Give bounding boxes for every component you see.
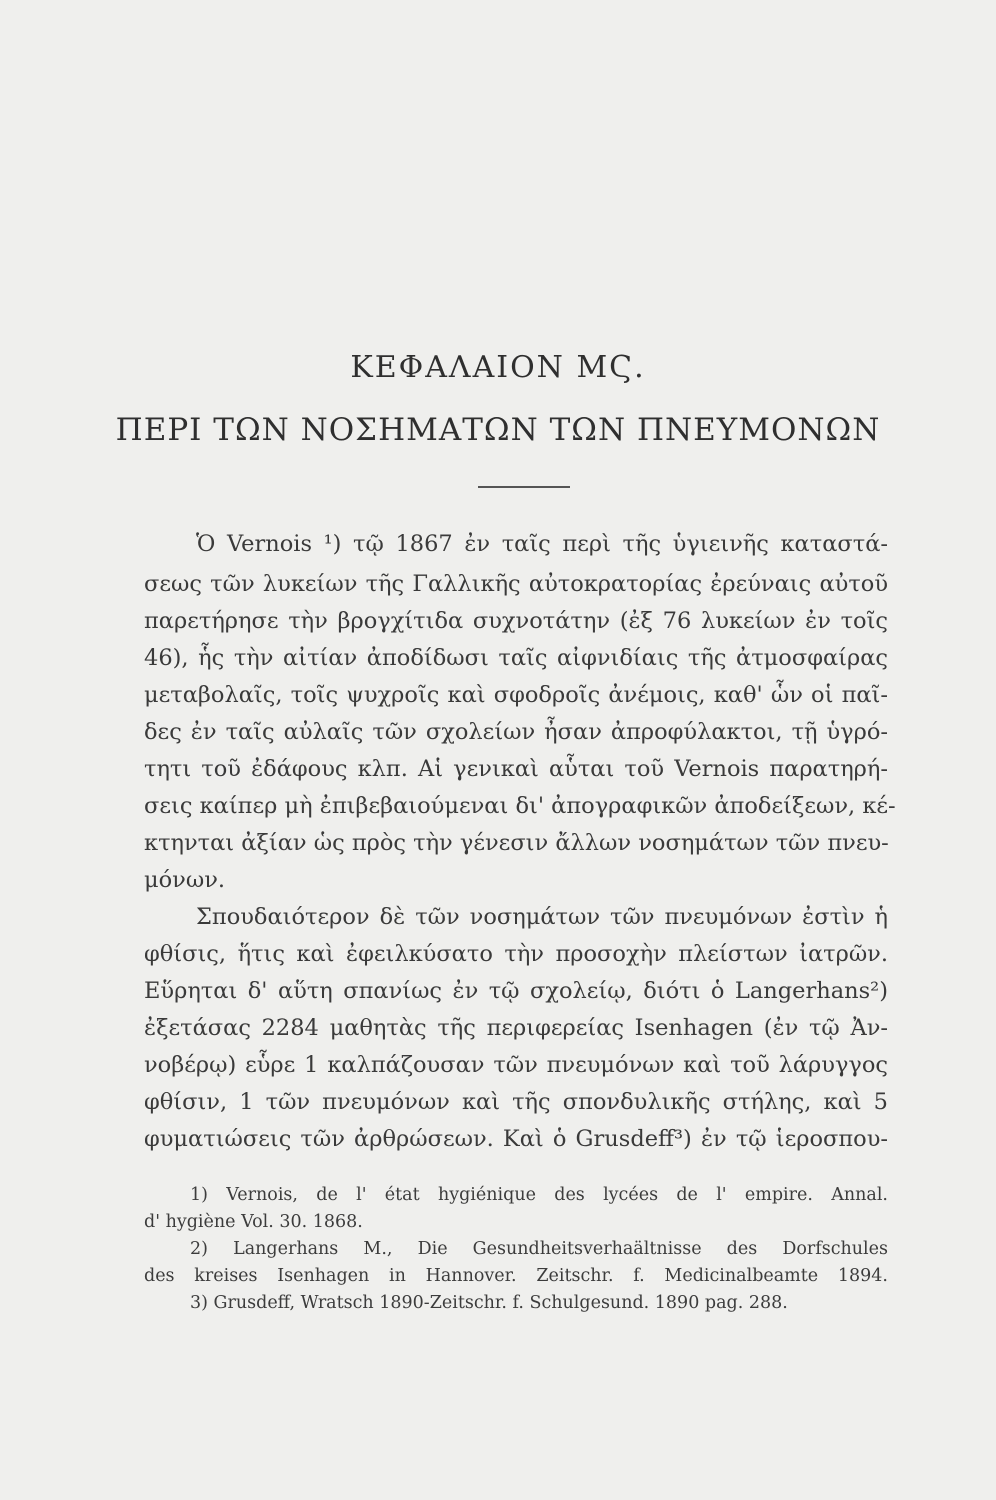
body-line: ἐξετάσας 2284 μαθητὰς τῆς περιφερείας Isenhagen (ἐν τῷ Ἀν- — [144, 1015, 888, 1041]
body-line: Σπουδαιότερον δὲ τῶν νοσημάτων τῶν πνευμόνων ἐστὶν ἡ — [196, 904, 888, 930]
footnote-line: d' hygiène Vol. 30. 1868. — [144, 1212, 363, 1232]
title-divider — [478, 486, 570, 488]
chapter-title: ΠΕΡΙ ΤΩΝ ΝΟΣΗΜΑΤΩΝ ΤΩΝ ΠΝΕΥΜΟΝΩΝ — [115, 412, 881, 448]
footnote-line: 1) Vernois, de l' état hygiénique des lycées de l' empire. Annal. — [190, 1185, 888, 1205]
body-line: κτηνται ἀξίαν ὡς πρὸς τὴν γένεσιν ἄλλων νοσημάτων τῶν πνευ- — [144, 830, 889, 856]
footnote-line: 3) Grusdeff, Wratsch 1890-Zeitschr. f. Schulgesund. 1890 pag. 288. — [190, 1293, 788, 1313]
body-line: μόνων. — [144, 867, 226, 893]
body-line: σεις καίπερ μὴ ἐπιβεβαιούμεναι δι' ἀπογραφικῶν ἀποδείξεων, κέ- — [144, 793, 896, 819]
body-line: Ὁ Vernois ¹) τῷ 1867 ἐν ταῖς περὶ τῆς ὑγιεινῆς καταστά- — [196, 531, 888, 557]
body-line: φυματιώσεις τῶν ἀρθρώσεων. Καὶ ὁ Grusdeff³) ἐν τῷ ἱεροσπου- — [144, 1126, 888, 1152]
footnote-line: des kreises Isenhagen in Hannover. Zeitschr. f. Medicinalbeamte 1894. — [144, 1266, 888, 1286]
body-line: φθίσις, ἥτις καὶ ἐφειλκύσατο τὴν προσοχὴν πλείστων ἰατρῶν. — [144, 941, 888, 967]
chapter-heading: ΚΕΦΑΛΑΙΟΝ ΜϚ. — [350, 350, 646, 385]
body-line: φθίσιν, 1 τῶν πνευμόνων καὶ τῆς σπονδυλικῆς στήλης, καὶ 5 — [144, 1089, 888, 1115]
body-line: σεως τῶν λυκείων τῆς Γαλλικῆς αὐτοκρατορίας ἐρεύναις αὐτοῦ — [144, 571, 888, 597]
body-line: δες ἐν ταῖς αὐλαῖς τῶν σχολείων ἦσαν ἀπροφύλακτοι, τῇ ὑγρό- — [144, 719, 888, 745]
body-line: Εὕρηται δ' αὕτη σπανίως ἐν τῷ σχολείῳ, διότι ὁ Langerhans²) — [144, 978, 888, 1004]
body-line: νοβέρῳ) εὗρε 1 καλπάζουσαν τῶν πνευμόνων καὶ τοῦ λάρυγγος — [144, 1052, 888, 1078]
body-line: παρετήρησε τὴν βρογχίτιδα συχνοτάτην (ἐξ 76 λυκείων ἐν τοῖς — [144, 608, 888, 634]
body-line: τητι τοῦ ἐδάφους κλπ. Αἱ γενικαὶ αὗται τοῦ Vernois παρατηρή- — [144, 756, 888, 782]
body-line: 46), ἧς τὴν αἰτίαν ἀποδίδωσι ταῖς αἰφνιδίαις τῆς ἀτμοσφαίρας — [144, 645, 888, 671]
body-line: μεταβολαῖς, τοῖς ψυχροῖς καὶ σφοδροῖς ἀνέμοις, καθ' ὧν οἱ παῖ- — [144, 682, 888, 708]
footnote-line: 2) Langerhans M., Die Gesundheitsverhaältnisse des Dorfschules — [190, 1239, 888, 1259]
